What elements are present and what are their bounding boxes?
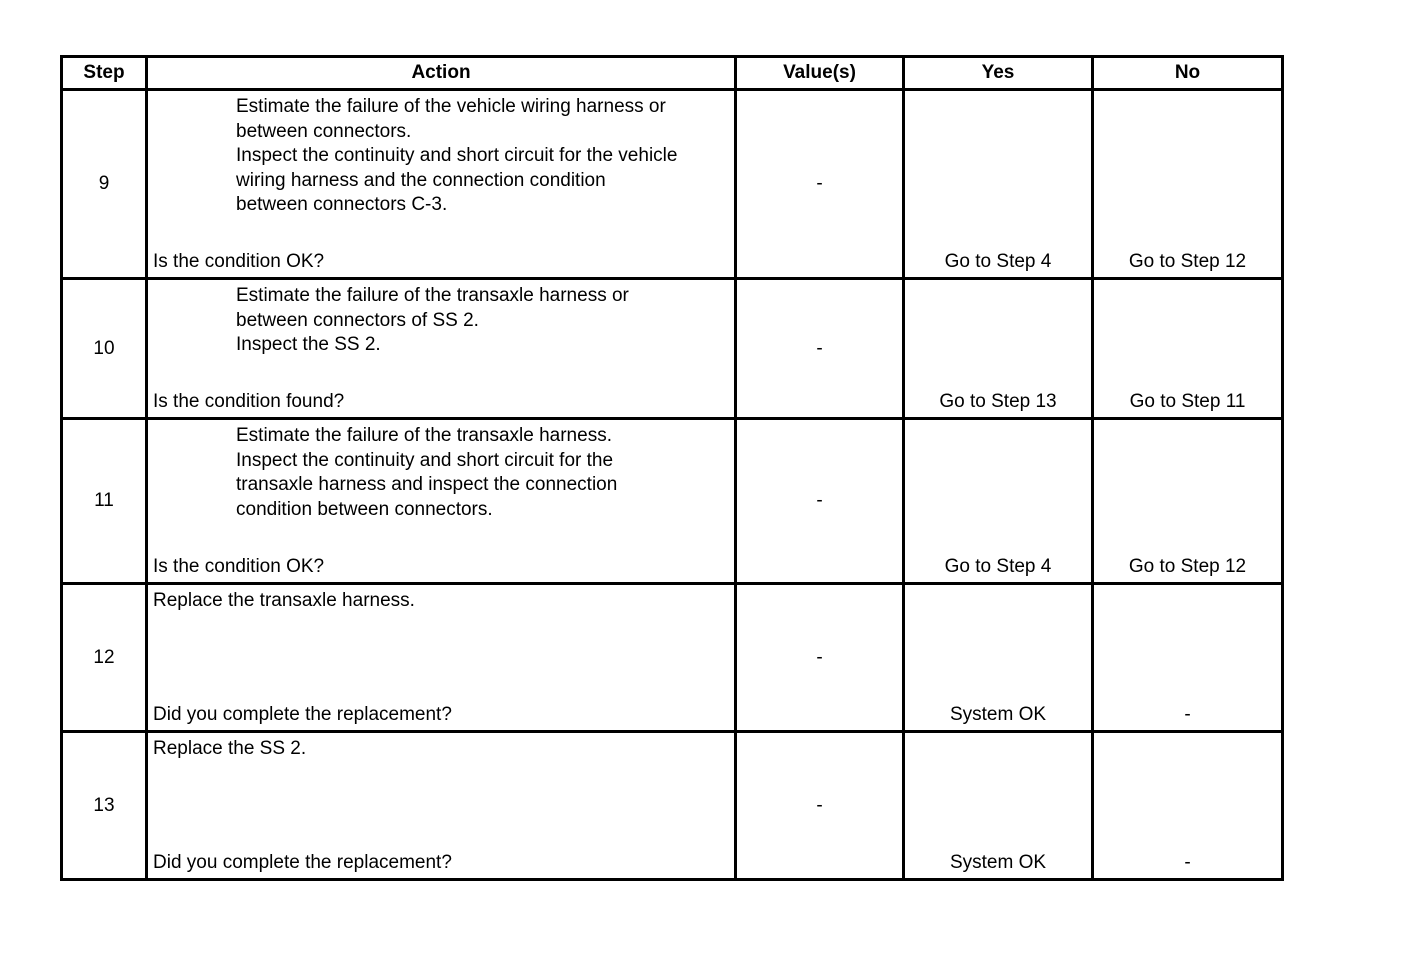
value-cell: - [736,419,904,584]
no-result: Go to Step 12 [1128,251,1247,272]
yes-cell [904,90,1093,279]
diagnostic-table [60,55,1284,881]
table-row [62,732,1283,880]
action-cell [147,279,736,419]
header-row [62,57,1283,90]
action-text [148,420,734,522]
yes-result: Go to Step 4 [944,251,1052,272]
step-number: 11 [62,419,147,584]
table-row [62,90,1283,279]
table-row [62,279,1283,419]
action-line: Estimate the failure of the vehicle wiring harness or [236,96,666,117]
action-cell [147,419,736,584]
action-question: Is the condition OK? [153,556,325,577]
header-action: Action [147,57,736,90]
action-question: Did you complete the replacement? [153,704,452,725]
table-row [62,584,1283,732]
no-cell [1093,279,1283,419]
yes-result: System OK [949,704,1047,725]
action-line: wiring harness and the connection condition [236,169,606,191]
yes-cell [904,279,1093,419]
action-question: Is the condition OK? [153,251,325,272]
action-cell [147,732,736,880]
action-line: Replace the transaxle harness. [153,590,415,611]
step-number: 12 [62,584,147,732]
no-cell [1093,419,1283,584]
yes-result: Go to Step 4 [944,556,1052,577]
action-line: Inspect the SS 2. [236,334,381,355]
value-cell: - [736,90,904,279]
action-question: Did you complete the replacement? [153,852,452,873]
no-cell [1093,584,1283,732]
action-cell [147,584,736,732]
header-yes: Yes [904,57,1093,90]
step-number: 13 [62,732,147,880]
action-line: Estimate the failure of the transaxle harness. [236,425,612,446]
header-step: Step [62,57,147,90]
value-cell: - [736,584,904,732]
action-text [148,733,734,762]
action-text [148,91,734,218]
action-line: Estimate the failure of the transaxle harness or [236,285,629,306]
action-question: Is the condition found? [153,391,345,412]
header-no: No [1093,57,1283,90]
header-values: Value(s) [736,57,904,90]
action-line: Replace the SS 2. [153,738,307,759]
yes-result: Go to Step 13 [939,391,1057,412]
step-number: 9 [62,90,147,279]
action-line: Inspect the continuity and short circuit for the [236,449,614,471]
action-line: Inspect the continuity and short circuit for the vehicle [236,145,678,166]
table-row [62,419,1283,584]
yes-cell [904,584,1093,732]
action-cell [147,90,736,279]
no-result: Go to Step 11 [1129,391,1246,412]
yes-result: System OK [949,852,1047,873]
value-cell: - [736,732,904,880]
yes-cell [904,419,1093,584]
no-cell [1093,90,1283,279]
action-line: between connectors. [236,120,412,142]
action-line: between connectors C-3. [236,194,448,215]
action-text [148,280,734,358]
action-line: between connectors of SS 2. [236,309,479,331]
action-text [148,585,734,614]
no-result: Go to Step 12 [1128,556,1247,577]
no-result: - [1184,852,1191,873]
no-result: - [1184,704,1191,725]
action-line: transaxle harness and inspect the connection [236,474,618,495]
step-number: 10 [62,279,147,419]
yes-cell [904,732,1093,880]
action-line: condition between connectors. [236,498,493,520]
no-cell [1093,732,1283,880]
value-cell: - [736,279,904,419]
